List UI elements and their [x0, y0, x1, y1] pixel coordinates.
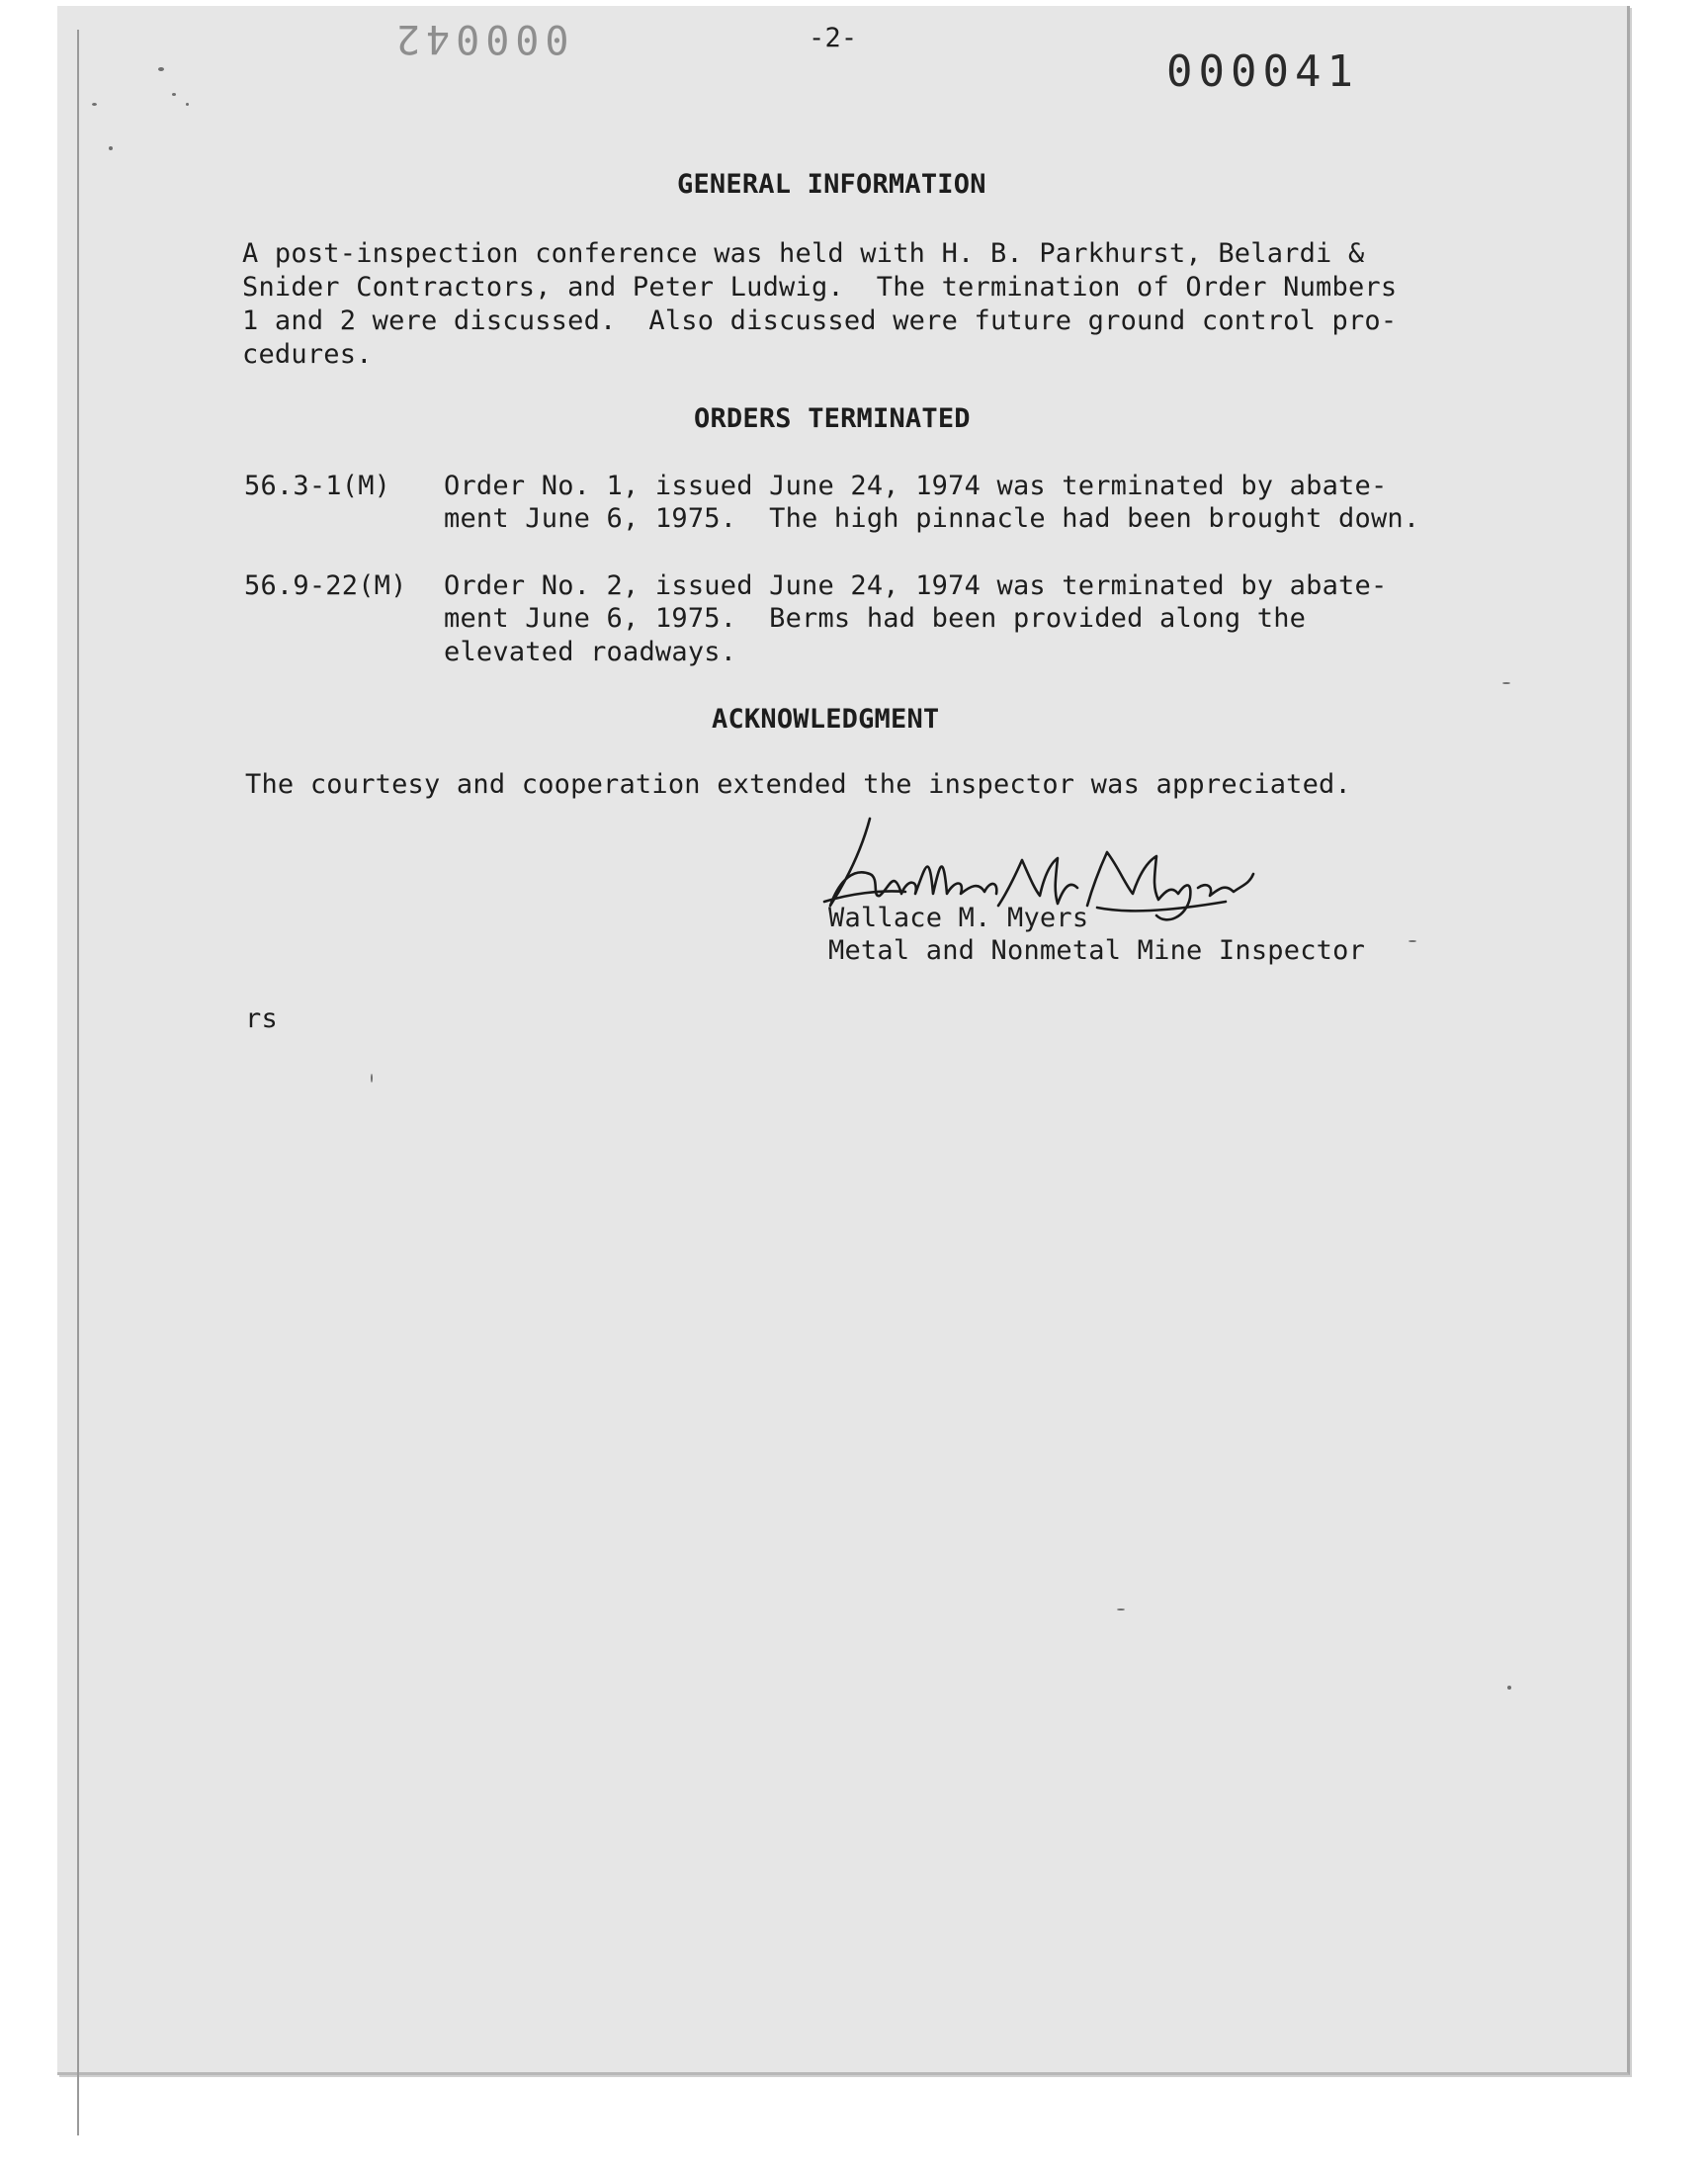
order-line: Order No. 1, issued June 24, 1974 was terminated by abate- — [444, 471, 1388, 501]
paragraph-line: Snider Contractors, and Peter Ludwig. The termination of Order Numbers — [242, 272, 1398, 303]
order-line: elevated roadways. — [444, 637, 737, 667]
order-code: 56.9-22(M) — [244, 570, 407, 601]
typist-initials: rs — [245, 1003, 278, 1034]
paragraph-line: 1 and 2 were discussed. Also discussed were future ground control pro- — [242, 305, 1398, 336]
acknowledgment-heading: ACKNOWLEDGMENT — [712, 704, 940, 735]
acknowledgment-text: The courtesy and cooperation extended the inspector was appreciated. — [245, 769, 1351, 800]
orders-terminated-heading: ORDERS TERMINATED — [694, 403, 971, 434]
faded-stamp-number: 000042 — [390, 16, 569, 61]
order-line: ment June 6, 1975. The high pinnacle had been brought down. — [444, 503, 1420, 534]
paragraph-line: cedures. — [242, 339, 373, 370]
general-information-heading: GENERAL INFORMATION — [677, 169, 986, 200]
order-line: ment June 6, 1975. Berms had been provided along the — [444, 603, 1307, 634]
order-code: 56.3-1(M) — [244, 471, 391, 501]
stamp-number: 000041 — [1166, 46, 1359, 97]
paragraph-line: A post-inspection conference was held with H. B. Parkhurst, Belardi & — [242, 238, 1365, 269]
order-line: Order No. 2, issued June 24, 1974 was terminated by abate- — [444, 570, 1388, 601]
signer-name: Wallace M. Myers — [828, 903, 1089, 933]
signer-title: Metal and Nonmetal Mine Inspector — [828, 935, 1366, 966]
page-number: -2- — [809, 23, 858, 53]
general-information-paragraph — [242, 237, 1478, 372]
